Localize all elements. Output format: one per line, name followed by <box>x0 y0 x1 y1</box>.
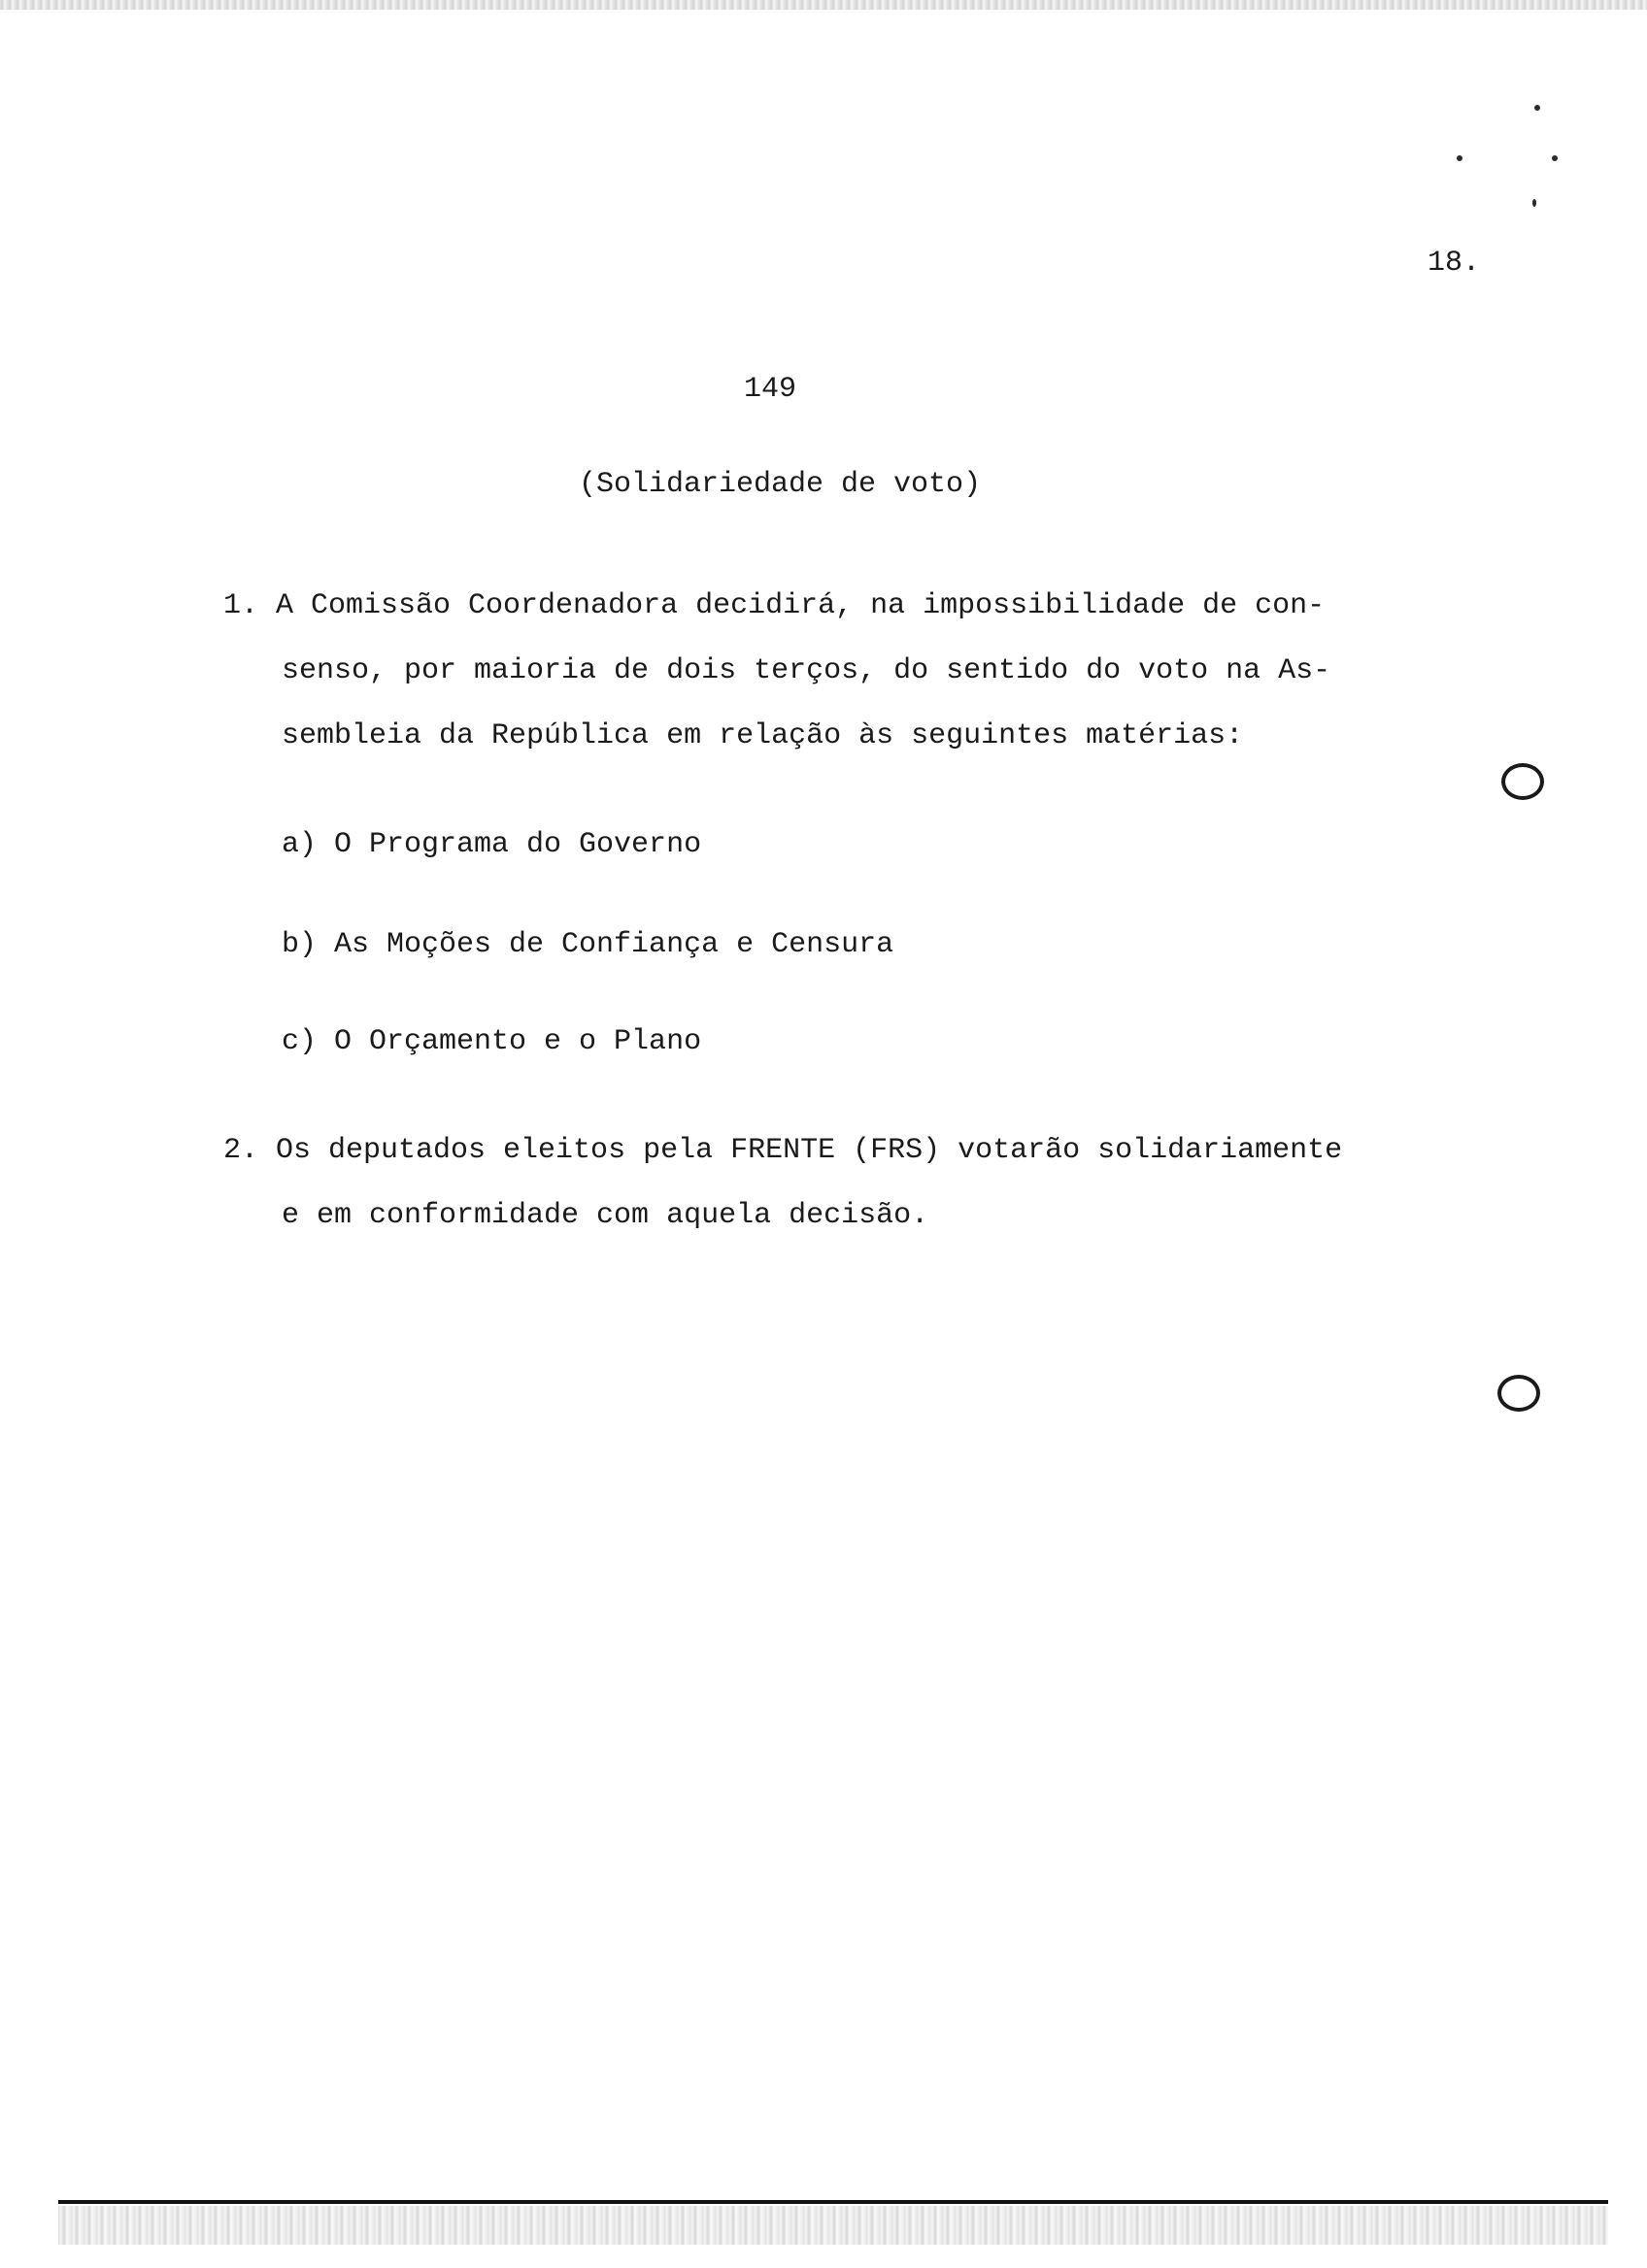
bottom-rule <box>58 2200 1608 2204</box>
paragraph-2-line-2: e em conformidade com aquela decisão. <box>282 1199 929 1232</box>
ink-speck <box>1457 155 1462 161</box>
list-item-a: a) O Programa do Governo <box>282 828 702 861</box>
page-number: 18. <box>1428 247 1481 280</box>
paragraph-2-line-1: 2. Os deputados eleitos pela FRENTE (FRS) votarão solidariamente <box>223 1134 1343 1167</box>
scan-artifact-bottom <box>58 2206 1608 2245</box>
ink-speck <box>1552 155 1558 161</box>
paragraph-1-line-2: senso, por maioria de dois terços, do sentido do voto na As- <box>282 654 1331 687</box>
punch-hole-icon <box>1501 763 1544 800</box>
list-item-b: b) As Moções de Confiança e Censura <box>282 928 894 961</box>
article-number: 149 <box>744 373 797 406</box>
ink-speck <box>1534 105 1540 111</box>
punch-hole-icon <box>1497 1375 1540 1412</box>
scan-artifact-top <box>0 0 1647 10</box>
paragraph-1-line-3: sembleia da República em relação às seguintes matérias: <box>282 719 1244 752</box>
paragraph-1-line-1: 1. A Comissão Coordenadora decidirá, na impossibilidade de con- <box>223 589 1326 622</box>
article-heading: (Solidariedade de voto) <box>579 468 982 501</box>
ink-speck <box>1532 199 1536 207</box>
list-item-c: c) O Orçamento e o Plano <box>282 1025 702 1058</box>
